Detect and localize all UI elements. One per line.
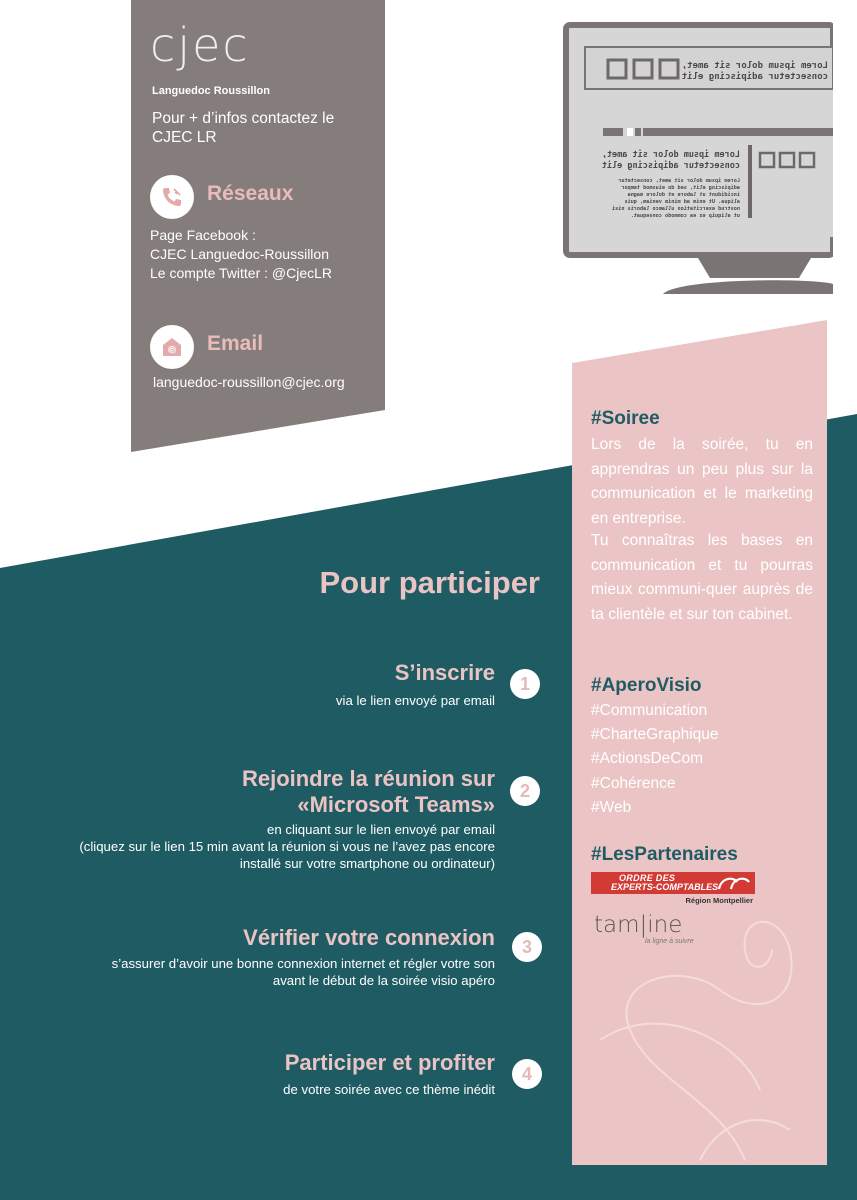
soiree-title: #Soiree (591, 408, 660, 429)
monitor-text-top: Lorem ipsum dolor sit amet, (681, 61, 828, 71)
reseaux-text (150, 226, 332, 283)
monitor-text-body: nostrud exercitation ullamco laboris nisi (611, 206, 740, 212)
step-4-text: de votre soirée avec ce thème inédit (283, 1082, 495, 1097)
soiree-paragraph-2: Tu connaîtras les bases en communication et tu pourras mieux communi-quer auprès de ta clientèle et sur ton cabinet. (591, 532, 813, 623)
monitor-text-body: incididunt ut labore et dolore magna (627, 192, 740, 198)
step-2-text: en cliquant sur le lien envoyé par email (267, 822, 495, 837)
aperovisio-title: #AperoVisio (591, 675, 702, 696)
step-3-title: Vérifier votre connexion (243, 925, 495, 950)
hashtag: #CharteGraphique (591, 726, 719, 744)
phone-icon (150, 175, 194, 219)
svg-text:@: @ (168, 346, 176, 355)
email-address[interactable]: languedoc-roussillon@cjec.org (153, 374, 345, 390)
reseaux-line: Le compte Twitter : @CjecLR (150, 265, 333, 281)
step-2-text: installé sur votre smartphone ou ordinateur) (239, 856, 495, 871)
step-1-number: 1 (510, 669, 540, 699)
oec-line1: ORDRE DES (619, 873, 676, 883)
mail-icon (150, 325, 194, 369)
logo-region: Languedoc Roussillon (152, 85, 270, 97)
hashtag: #Cohérence (591, 774, 676, 792)
reseaux-line: Page Facebook : (150, 227, 256, 243)
monitor-text-body: adipiscing elit, sed do eiusmod tempor (621, 185, 740, 191)
step-1-text: via le lien envoyé par email (335, 693, 495, 708)
tamline-partner-logo: tam|ine (594, 912, 683, 938)
step-2-number: 2 (510, 776, 540, 806)
monitor-text-body: ut aliquip ex ea commodo consequat. (630, 213, 740, 219)
reseaux-title: Réseaux (207, 182, 294, 205)
contact-intro: Pour + d’infos contactez le CJEC LR (152, 110, 335, 146)
step-2-title-line: «Microsoft Teams» (297, 792, 495, 817)
monitor-text-body: Lorem ipsum dolor sit amet, consectetur (618, 178, 740, 184)
hashtag: #ActionsDeCom (591, 750, 703, 768)
step-4-number: 4 (512, 1059, 542, 1089)
step-2-text: (cliquez sur le lien 15 min avant la réunion si vous ne l’avez pas encore (79, 839, 495, 854)
hashtag-list (591, 699, 813, 820)
step-3-number: 3 (512, 932, 542, 962)
step-1-title: S’inscrire (394, 660, 495, 685)
hashtag: #Communication (591, 702, 708, 719)
monitor-text-mid: Lorem ipsum dolor sit amet, (601, 150, 740, 160)
step-2-title-line: Rejoindre la réunion sur (241, 766, 495, 791)
step-3-text: s’assurer d’avoir une bonne connexion internet et régler votre son (111, 956, 495, 971)
partners-title: #LesPartenaires (591, 844, 738, 865)
hashtag: #Web (591, 798, 632, 816)
oec-region: Région Montpellier (685, 896, 753, 905)
tamline-tagline: la ligne à suivre (645, 938, 694, 945)
oec-partner-logo (591, 872, 755, 906)
monitor-text-body: aliqua. Ut enim ad minim veniam, quis (624, 199, 740, 205)
page-title: Pour participer (319, 565, 540, 600)
step-4-title: Participer et profiter (284, 1050, 495, 1075)
monitor-illustration (563, 22, 833, 297)
monitor-text-mid: consectetur adipiscing elit (601, 161, 740, 171)
oec-line2: EXPERTS-COMPTABLES (611, 882, 719, 892)
cjec-logo: cjec (150, 18, 250, 72)
soiree-paragraph-1: Lors de la soirée, tu en apprendras un peu plus sur la communication et le marketing en entreprise. (591, 436, 813, 527)
step-3-text: avant le début de la soirée visio apéro (272, 973, 495, 988)
reseaux-line: CJEC Languedoc-Roussillon (150, 246, 329, 262)
monitor-text-top: consectetur adipiscing elit (681, 72, 828, 82)
email-title: Email (207, 332, 264, 355)
